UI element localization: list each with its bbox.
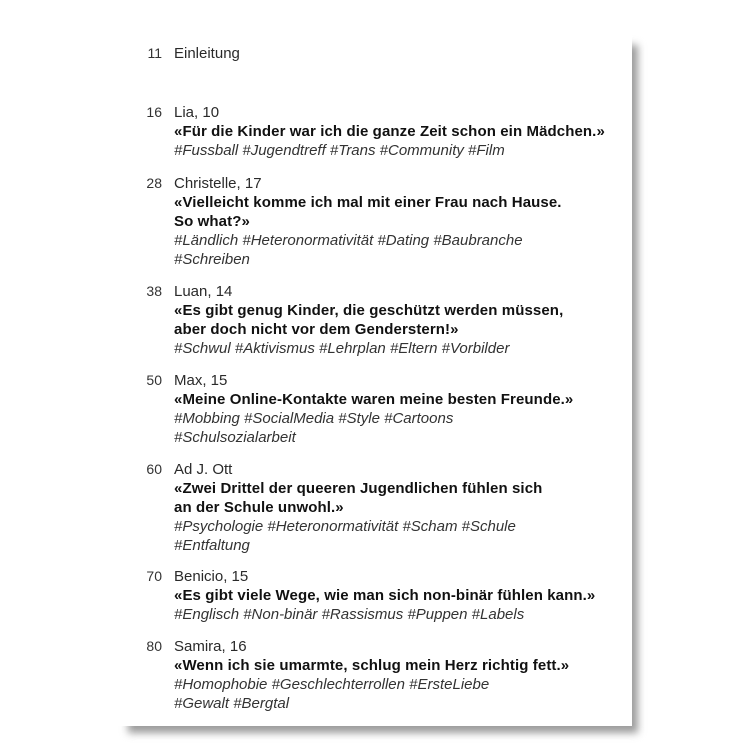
page-number: 16 bbox=[146, 104, 162, 120]
entry-quote-line: «Zwei Drittel der queeren Jugendlichen fühlen sich bbox=[174, 480, 543, 497]
page-number: 50 bbox=[146, 372, 162, 388]
entry-name: Benicio, 15 bbox=[174, 568, 249, 585]
entry-tags-line: #Schwul #Aktivismus #Lehrplan #Eltern #Vorbilder bbox=[174, 340, 510, 357]
page-number: 38 bbox=[146, 283, 162, 299]
entry-quote-line: «Es gibt genug Kinder, die geschützt werden müssen, bbox=[174, 302, 564, 319]
entry-tags-line: #Entfaltung bbox=[174, 537, 250, 554]
entry-tags-line: #Gewalt #Bergtal bbox=[174, 695, 290, 712]
entry-name: Max, 15 bbox=[174, 372, 228, 389]
entry-name: Lia, 10 bbox=[174, 104, 220, 121]
entry-name: Christelle, 17 bbox=[174, 175, 262, 192]
entry-name: Ad J. Ott bbox=[174, 461, 233, 478]
page-number: 60 bbox=[146, 461, 162, 477]
page-number: 11 bbox=[147, 45, 162, 61]
page-number: 70 bbox=[146, 568, 162, 584]
entry-tags-line: #Mobbing #SocialMedia #Style #Cartoons bbox=[174, 410, 454, 427]
entry-tags-line: #Psychologie #Heteronormativität #Scham #Schule bbox=[174, 518, 516, 535]
entry-tags-line: #Schulsozialarbeit bbox=[174, 429, 296, 446]
page-number: 28 bbox=[146, 175, 162, 191]
entry-tags-line: #Homophobie #Geschlechterrollen #ErsteLiebe bbox=[174, 676, 490, 693]
entry-quote-line: «Es gibt viele Wege, wie man sich non-binär fühlen kann.» bbox=[174, 587, 596, 604]
entry-quote-line: «Meine Online-Kontakte waren meine besten Freunde.» bbox=[174, 391, 574, 408]
book-page bbox=[118, 34, 632, 726]
entry-quote-line: an der Schule unwohl.» bbox=[174, 499, 344, 516]
entry-quote-line: So what?» bbox=[174, 213, 250, 230]
intro-title: Einleitung bbox=[174, 45, 240, 62]
page-number: 80 bbox=[146, 638, 162, 654]
entry-quote-line: aber doch nicht vor dem Genderstern!» bbox=[174, 321, 459, 338]
entry-tags-line: #Ländlich #Heteronormativität #Dating #Baubranche bbox=[174, 232, 523, 249]
entry-tags-line: #Schreiben bbox=[174, 251, 250, 268]
entry-quote-line: «Vielleicht komme ich mal mit einer Frau nach Hause. bbox=[174, 194, 562, 211]
entry-tags-line: #Englisch #Non-binär #Rassismus #Puppen #Labels bbox=[174, 606, 525, 623]
entry-quote-line: «Für die Kinder war ich die ganze Zeit schon ein Mädchen.» bbox=[174, 123, 605, 140]
entry-quote-line: «Wenn ich sie umarmte, schlug mein Herz richtig fett.» bbox=[174, 657, 570, 674]
entry-name: Luan, 14 bbox=[174, 283, 233, 300]
entry-name: Samira, 16 bbox=[174, 638, 247, 655]
entry-tags-line: #Fussball #Jugendtreff #Trans #Community #Film bbox=[174, 142, 505, 159]
